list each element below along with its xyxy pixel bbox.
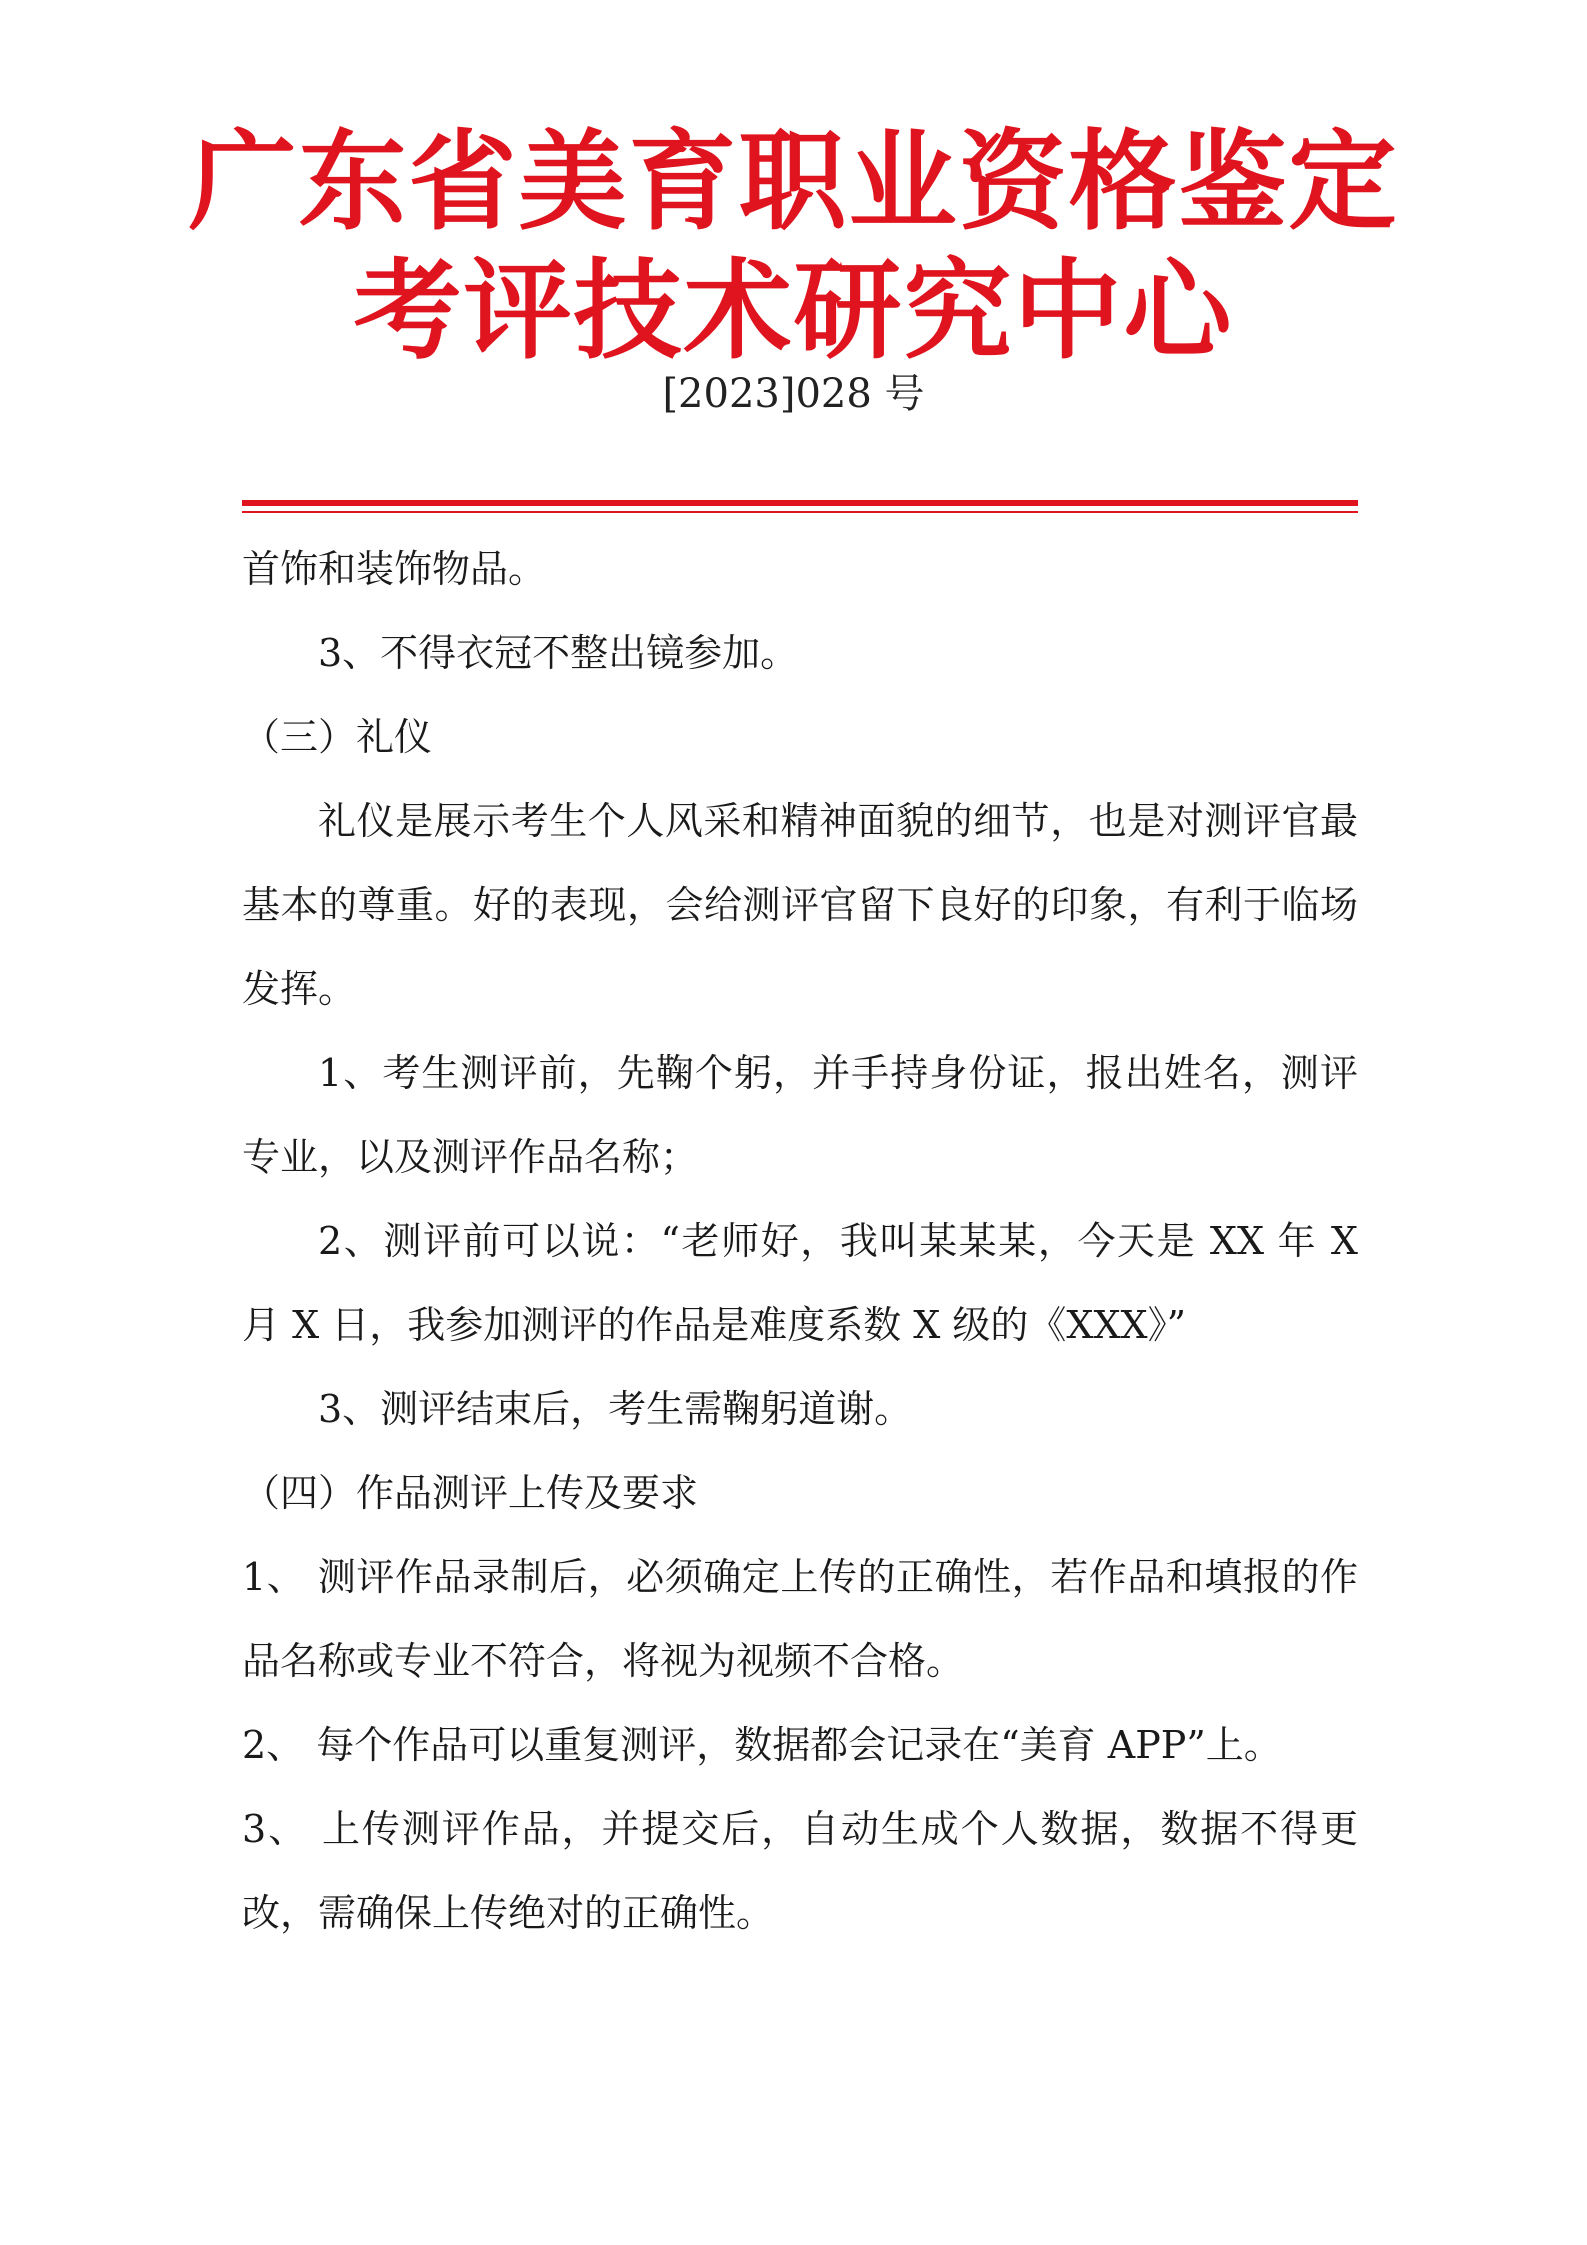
paragraph-etiquette-2: 2、测评前可以说：“老师好，我叫某某某，今天是 XX 年 X 月 X 日，我参加测评的作品是难度系数 X 级的《XXX》”: [242, 1219, 1358, 1347]
paragraph-etiquette-1: 1、考生测评前，先鞠个躬，并手持身份证，报出姓名，测评专业，以及测评作品名称；: [242, 1051, 1358, 1179]
paragraph-upload-2: 2、 每个作品可以重复测评，数据都会记录在“美育 APP”上。: [242, 1723, 1282, 1767]
document-body: [242, 527, 1358, 1955]
paragraph-upload-3: 3、 上传测评作品，并提交后，自动生成个人数据，数据不得更改，需确保上传绝对的正确性。: [242, 1807, 1358, 1935]
header-divider-thick: [242, 500, 1358, 506]
header-title-line2: 考评技术研究中心: [353, 249, 1234, 374]
section-heading-upload: （四）作品测评上传及要求: [242, 1471, 699, 1515]
paragraph-rule-3: 3、不得衣冠不整出镜参加。: [318, 631, 799, 675]
header-title-line1: 广东省美育职业资格鉴定: [188, 120, 1399, 245]
paragraph-etiquette-3: 3、测评结束后，考生需鞠躬道谢。: [318, 1387, 913, 1431]
document-number: [2023]028 号: [662, 371, 925, 417]
header-divider-thin: [242, 511, 1358, 513]
paragraph-etiquette-intro: 礼仪是展示考生个人风采和精神面貌的细节，也是对测评官最基本的尊重。好的表现，会给测评官留下良好的印象，有利于临场发挥。: [242, 799, 1358, 1011]
paragraph-continuation: 首饰和装饰物品。: [242, 547, 547, 591]
section-heading-etiquette: （三）礼仪: [242, 715, 433, 759]
paragraph-upload-1: 1、 测评作品录制后，必须确定上传的正确性，若作品和填报的作品名称或专业不符合，将视为视频不合格。: [242, 1555, 1358, 1683]
